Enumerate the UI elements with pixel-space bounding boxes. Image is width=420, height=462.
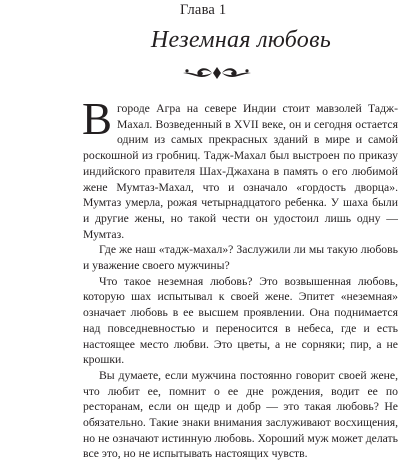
paragraph-1-text: городе Агра на севере Индии стоит мавзолей Тадж-Махал. Возведенный в XVII веке, он и сегодня остается одним из самых прекрасных зданий в мире и самой роскошной из гробниц. Тадж-Махал был выстроен по приказу индийского правителя Шах-Джахана в память о его любимой жене Мумтаз-Махал, что и означало «гордость дворца». Мумтаз умерла, рожая четырнадцатого ребенка. У шаха были и другие жены, но такой чести он удостоил лишь одну — Мумтаз. [83, 102, 398, 241]
paragraph-2: Где же наш «тадж-махал»? Заслужили ли мы такую любовь и уважение своего мужчины? [83, 243, 398, 273]
fleuron-ornament-icon [181, 64, 253, 82]
chapter-title: Неземная любовь [150, 27, 332, 53]
paragraph-3: Что такое неземная любовь? Это возвышенная любовь, которую шах испытывал к своей жене. Эпитет «неземная» означает любовь в ее высшем проявлении. Она поднимается над повседневностью и переносится в небеса, где и есть настоящее место любви. Это цветы, а не сорняки; пир, а не крошки. [83, 274, 398, 367]
paragraph-4: Вы думаете, если мужчина постоянно говорит своей жене, что любит ее, помнит о ее дне рождения, водит ее по ресторанам, если он щедр и добр — это такая любовь? Не обязательно. Такие знаки внимания заслуживают восхищения, но не означают истинную любовь. Хороший муж может делать все это, но не испытывать настоящих чувств. [83, 368, 398, 461]
chapter-body [82, 94, 398, 462]
paragraph-1 [82, 94, 398, 242]
running-header [180, 2, 226, 19]
chapter-label: Глава 1 [180, 2, 227, 18]
drop-cap: В [82, 94, 113, 144]
